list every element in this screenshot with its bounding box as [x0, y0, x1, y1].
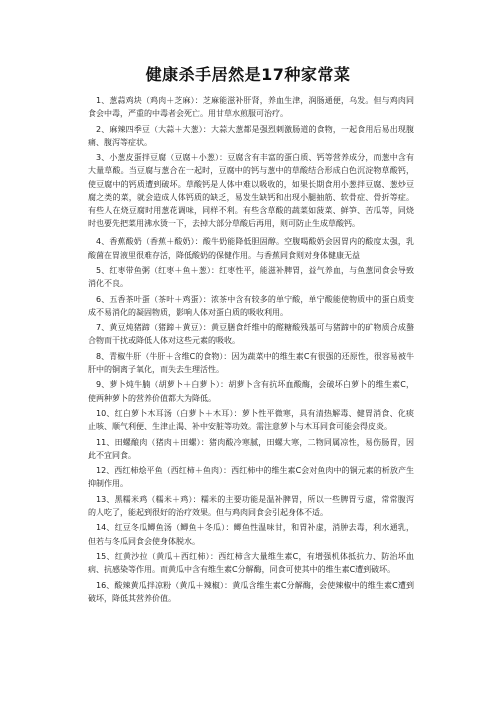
paragraph-2: 2、麻辣四季豆（大蒜＋大葱）：大蒜大葱都是强烈刺激肠道的食物，一起食用后易出现腹痛、腹泻等症状。 [88, 124, 414, 147]
paragraph-14: 14、红豆冬瓜鲫鱼汤（鲫鱼＋冬瓜）：鲫鱼性温味甘，和胃补虚，消肿去毒，利水通乳，但若与冬瓜同食会使身体脱水。 [88, 523, 414, 546]
paragraph-5: 5、红枣带鱼粥（红枣＋鱼＋葱）：红枣性平，能滋补脾胃，益气养血，与鱼葱同食会导致消化不良。 [88, 266, 414, 289]
paragraph-1: 1、葱蒜鸡块（鸡肉＋芝麻）：芝麻能滋补肝肾，养血生津，润肠通便，乌发。但与鸡肉同食会中毒，严重的中毒者会死亡。用甘草水煎服可治疗。 [88, 96, 414, 119]
paragraph-4: 4、香蕉酸奶（香蕉＋酸奶）：酸牛奶能降低胆固醇。空腹喝酸奶会因胃内的酸度太强，乳酸菌在胃液里很难存活，降低酸奶的保健作用。与香蕉同食则对身体健康无益 [88, 237, 414, 260]
paragraph-12: 12、西红柿烩平鱼（西红柿＋鱼肉）：西红柿中的维生素C会对鱼肉中的铜元素的析放产生抑制作用。 [88, 466, 414, 489]
paragraph-10: 10、红白萝卜木耳汤（白萝卜＋木耳）：萝卜性平微寒，具有清热解毒、健胃消食、化痰止咳、顺气利便、生津止渴、补中安脏等功效。需注意萝卜与木耳同食可能会得皮炎。 [88, 408, 414, 432]
paragraph-9: 9、萝卜炖牛腩（胡萝卜＋白萝卜）：胡萝卜含有抗坏血酸酶，会破坏白萝卜的维生素C，使两种萝卜的营养价值都大为降低。 [88, 380, 414, 403]
paragraph-8: 8、青椒牛肝（牛肝＋含维C的食物）：因为蔬菜中的维生素C有很强的还原性，很容易被牛肝中的铜离子氧化，而失去生理活性。 [88, 351, 414, 374]
paragraph-7: 7、黄豆炖猪蹄（猪蹄＋黄豆）：黄豆膳食纤维中的醛糖酸残基可与猪蹄中的矿物质合成螯合物而干扰或降低人体对这些元素的吸收。 [88, 323, 414, 346]
paragraph-15: 15、红黄沙拉（黄瓜＋西红柿）：西红柿含大量维生素C，有增强机体抵抗力、防治坏血病、抗感染等作用。而黄瓜中含有维生素C分解酶，同食可使其中的维生素C遭到破坏。 [88, 551, 414, 575]
document-title: 健康杀手居然是17种家常菜 [145, 65, 351, 84]
paragraph-11: 11、田螺酿肉（猪肉＋田螺）：猪肉酸冷寒腻，田螺大寒，二物同属凉性，易伤肠胃，因此不宜同食。 [88, 437, 414, 460]
document-body [88, 94, 414, 607]
paragraph-3: 3、小葱皮蛋拌豆腐（豆腐＋小葱）：豆腐含有丰富的蛋白质、钙等营养成分，而葱中含有大量草酸。当豆腐与葱合在一起时，豆腐中的钙与葱中的草酸结合形成白色沉淀物草酸钙，使豆腐中的钙质遭到破坏。草酸钙是人体中难以吸收的，如果长期食用小葱拌豆腐、葱炒豆腐之类的菜，就会造成人体钙质的缺乏，易发生缺钙和出现小腿抽筋、软骨症、骨折等症。有些人在烧豆腐时用葱花调味，同样不利。有些含草酸的蔬菜如菠菜、鲜笋、苦瓜等，同烧时也要先把菜用沸水烫一下，去掉大部分草酸后再用，则可防止生成草酸钙。 [88, 153, 414, 229]
paragraph-13: 13、黑糯米鸡（糯米＋鸡）：糯米的主要功能是温补脾胃，所以一些脾胃亏虚，常常腹泻的人吃了，能起到很好的治疗效果。但与鸡肉同食会引起身体不适。 [88, 494, 414, 517]
paragraph-6: 6、五香茶叶蛋（茶叶＋鸡蛋）：浓茶中含有较多的单宁酸，单宁酸能使物质中的蛋白质变成不易消化的凝固物质，影响人体对蛋白质的吸收利用。 [88, 294, 414, 317]
paragraph-16: 16、酸辣黄瓜拌凉粉（黄瓜＋辣椒）：黄瓜含维生素C分解酶，会使辣椒中的维生素C遭到破坏，降低其营养价值。 [88, 580, 414, 603]
